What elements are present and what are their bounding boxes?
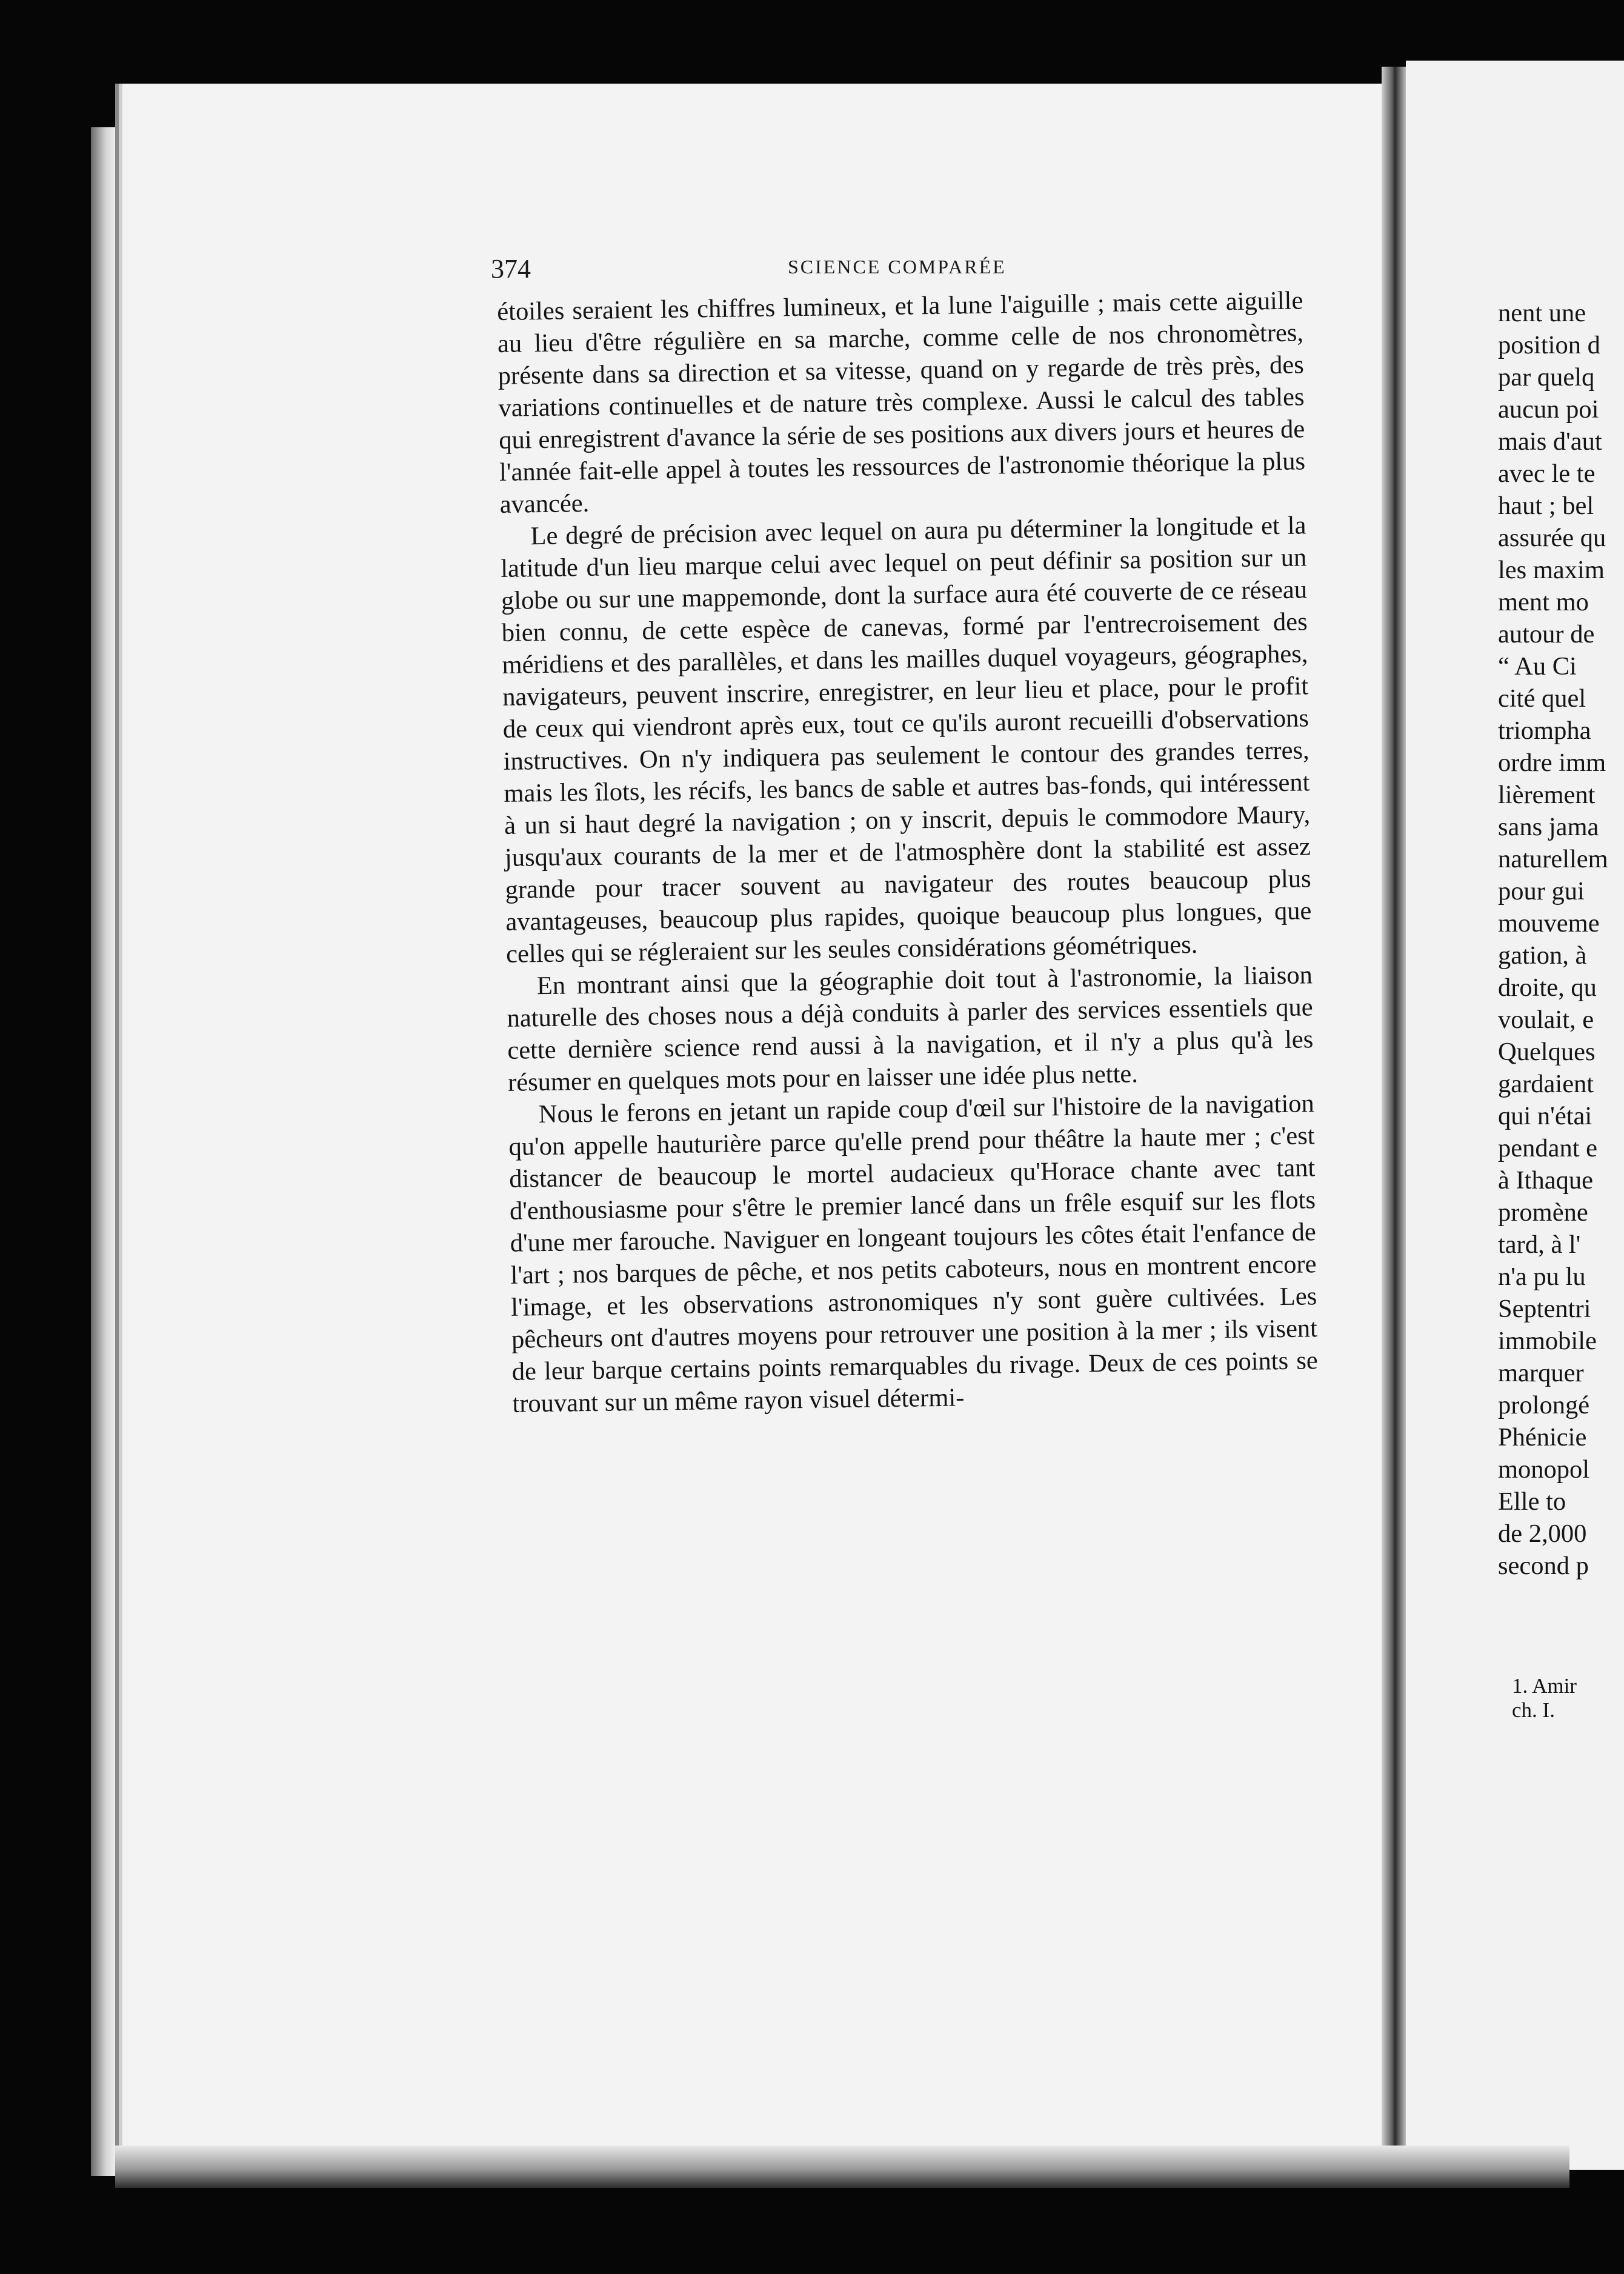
text-line: qui n'étai bbox=[1498, 1102, 1592, 1130]
text-line: Elle to bbox=[1498, 1487, 1566, 1516]
text-line: de 2,000 bbox=[1498, 1519, 1587, 1548]
text-line: avec le te bbox=[1498, 459, 1596, 488]
text-line: “ Au Ci bbox=[1498, 652, 1577, 681]
text-line: immobile bbox=[1498, 1327, 1597, 1355]
text-line: promène bbox=[1498, 1198, 1588, 1227]
running-title: SCIENCE COMPARÉE bbox=[788, 256, 1007, 278]
text-line: aucun poi bbox=[1498, 395, 1599, 424]
page-bottom-edge bbox=[115, 2146, 1569, 2188]
text-line: Quelques bbox=[1498, 1038, 1596, 1066]
text-line: tard, à l' bbox=[1498, 1230, 1581, 1259]
footnote-line: 1. Amir bbox=[1512, 1674, 1577, 1698]
text-line: pendant e bbox=[1498, 1134, 1598, 1162]
body-text bbox=[497, 284, 1319, 1419]
text-line: voulait, e bbox=[1498, 1005, 1594, 1034]
paragraph: En montrant ainsi que la géographie doit tout à l'astronomie, la liaison naturelle des choses nous a déjà conduits à parler des services essentiels que cette dernière science rend aussi à la navigation, et il n'y a plus qu'à les résumer en quelques mots pour en laisser une idée plus nette. bbox=[507, 961, 1314, 1097]
page-header bbox=[491, 253, 1297, 290]
text-line: triompha bbox=[1498, 716, 1591, 745]
text-line: marquer bbox=[1498, 1359, 1584, 1387]
text-line: position d bbox=[1498, 331, 1600, 359]
text-line: les maxim bbox=[1498, 556, 1605, 584]
text-line: ordre imm bbox=[1498, 749, 1606, 777]
text-line: mais d'aut bbox=[1498, 427, 1602, 456]
text-line: sans jama bbox=[1498, 813, 1599, 841]
torn-left-margin bbox=[91, 127, 116, 2176]
text-line: Septentri bbox=[1498, 1295, 1591, 1323]
text-line: assurée qu bbox=[1498, 524, 1606, 552]
paragraph: Nous le ferons en jetant un rapide coup d'œil sur l'histoire de la navigation qu'on appelle hauturière parce qu'elle prend pour théâtre la haute mer ; c'est distancer de beaucoup le mortel audacieux qu'Horace chante avec tant d'enthousiasme pour s'être le premier lancé dans un frêle esquif sur les flots d'une mer farouche. Naviguer en longeant toujours les côtes était l'enfance de l'art ; nos barques de pêche, et nos petits caboteurs, nous en montrent encore l'image, et les observations astronomiques n'y sont guère cultivées. Les pêcheurs ont d'autres moyens pour retrouver une position à la mer ; ils visent de leur barque certains points remarquables du rivage. Deux de ces points se trouvant sur un même rayon visuel détermi- bbox=[508, 1089, 1318, 1418]
text-line: prolongé bbox=[1498, 1391, 1590, 1419]
text-line: gation, à bbox=[1498, 941, 1587, 970]
right-page-footnote bbox=[1512, 1674, 1624, 1722]
text-line: ment mo bbox=[1498, 588, 1589, 616]
text-line: pour gui bbox=[1498, 877, 1585, 905]
text-line: mouveme bbox=[1498, 909, 1600, 938]
text-line: monopol bbox=[1498, 1455, 1590, 1484]
text-line: Phénicie bbox=[1498, 1423, 1587, 1452]
text-line: lièrement bbox=[1498, 781, 1596, 809]
text-line: haut ; bel bbox=[1498, 492, 1594, 520]
text-line: naturellem bbox=[1498, 845, 1608, 873]
book-gutter bbox=[1382, 67, 1406, 2170]
text-line: second p bbox=[1498, 1552, 1589, 1580]
right-page-text bbox=[1498, 297, 1624, 1582]
text-line: cité quel bbox=[1498, 684, 1586, 713]
text-line: droite, qu bbox=[1498, 973, 1597, 1002]
page-number: 374 bbox=[491, 254, 531, 284]
text-line: par quelq bbox=[1498, 363, 1595, 392]
text-line: à Ithaque bbox=[1498, 1166, 1593, 1195]
text-line: n'a pu lu bbox=[1498, 1262, 1586, 1291]
text-line: gardaient bbox=[1498, 1070, 1594, 1098]
text-line: autour de bbox=[1498, 620, 1595, 649]
footnote-line: ch. I. bbox=[1512, 1698, 1555, 1722]
paragraph: étoiles seraient les chiffres lumineux, et la lune l'aiguille ; mais cette aiguille au lieu d'être régulière en sa marche, comme celle de nos chronomètres, présente dans sa direction et sa vitesse, quand on y regarde de très près, des variations continuelles et de nature très complexe. Aussi le calcul des tables qui enregistrent d'avance la série de ses positions aux divers jours et heures de l'année fait-elle appel à toutes les ressources de l'astronomie théorique la plus avancée. bbox=[497, 286, 1306, 519]
text-line: nent une bbox=[1498, 299, 1586, 327]
paragraph: Le degré de précision avec lequel on aura pu déterminer la longitude et la latitude d'un lieu marque celui avec lequel on peut définir sa position sur un globe ou sur une mappemonde, dont la surface aura été couverte de ce réseau bien connu, de cette espèce de canevas, formé par l'entrecroisement des méridiens et des parallèles, et dans les mailles duquel voyageurs, géographes, navigateurs, peuvent inscrire, enregistrer, en leur lieu et place, pour le profit de ceux qui viendront après eux, tout ce qu'ils auront recueilli d'observations instructives. On n'y indiquera pas seulement le contour des grandes terres, mais les îlots, les récifs, les bancs de sable et autres bas-fonds, qui intéressent à un si haut degré la navigation ; on y inscrit, depuis le commodore Maury, jusqu'aux courants de la mer et de l'atmosphère dont la stabilité est assez grande pour tracer souvent au navigateur des routes beaucoup plus avantageuses, beaucoup plus rapides, quoique beaucoup plus longues, que celles qui se régleraient sur les seules considérations géométriques. bbox=[500, 511, 1312, 969]
